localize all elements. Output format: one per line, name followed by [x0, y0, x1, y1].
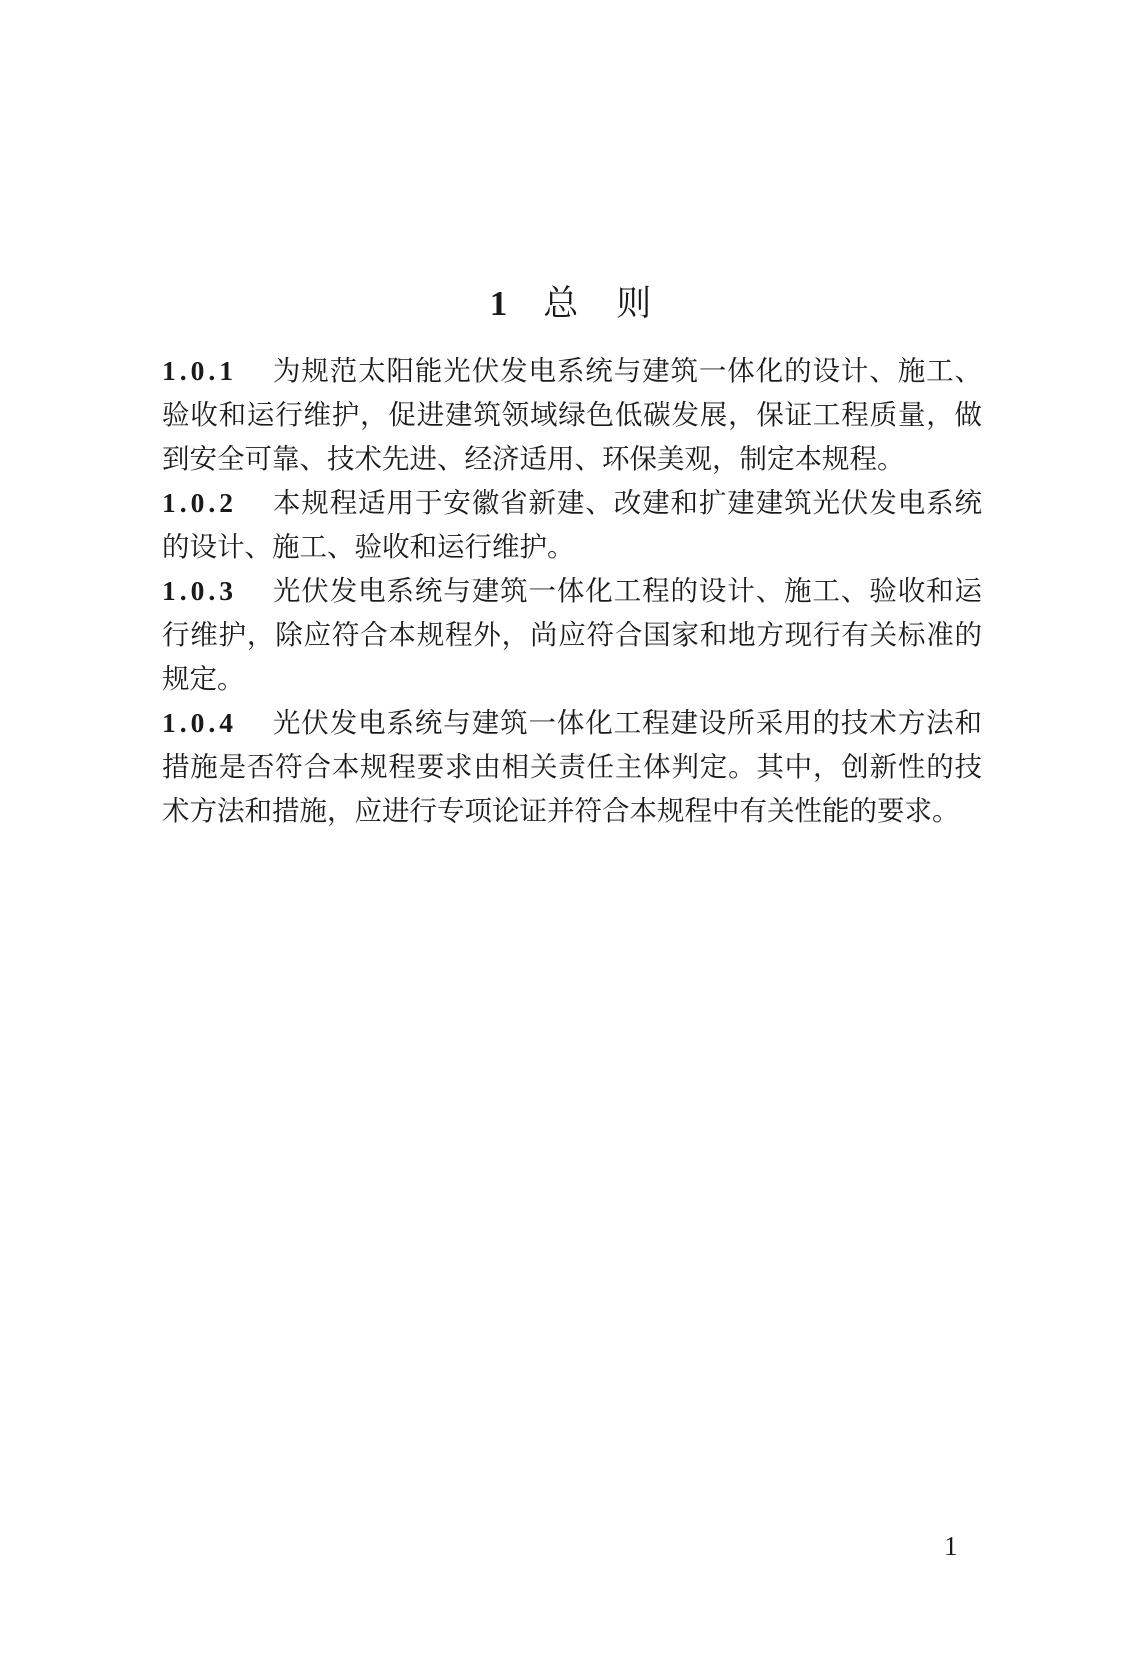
clause-number: 1.0.2: [162, 487, 237, 518]
clause-number: 1.0.1: [162, 355, 237, 386]
clause-text: 本规程适用于安徽省新建、改建和扩建建筑光伏发电系统的设计、施工、验收和运行维护。: [162, 487, 982, 563]
clause-1-0-4: [162, 701, 982, 833]
clause-number: 1.0.3: [162, 575, 237, 606]
clause-list: [162, 349, 982, 833]
clause-text: 为规范太阳能光伏发电系统与建筑一体化的设计、施工、验收和运行维护，促进建筑领域绿色低碳发展，保证工程质量，做到安全可靠、技术先进、经济适用、环保美观，制定本规程。: [162, 355, 982, 475]
page-number: 1: [944, 1531, 958, 1561]
clause-1-0-2: [162, 481, 982, 569]
clause-text: 光伏发电系统与建筑一体化工程的设计、施工、验收和运行维护，除应符合本规程外，尚应符合国家和地方现行有关标准的规定。: [162, 575, 982, 695]
clause-1-0-3: [162, 569, 982, 701]
chapter-title: 总则: [543, 284, 690, 324]
clause-text: 光伏发电系统与建筑一体化工程建设所采用的技术方法和措施是否符合本规程要求由相关责任主体判定。其中，创新性的技术方法和措施，应进行专项论证并符合本规程中有关性能的要求。: [162, 707, 982, 827]
clause-number: 1.0.4: [162, 707, 237, 738]
clause-1-0-1: [162, 349, 982, 481]
chapter-number: 1: [489, 284, 508, 323]
chapter-heading: [0, 282, 1141, 326]
